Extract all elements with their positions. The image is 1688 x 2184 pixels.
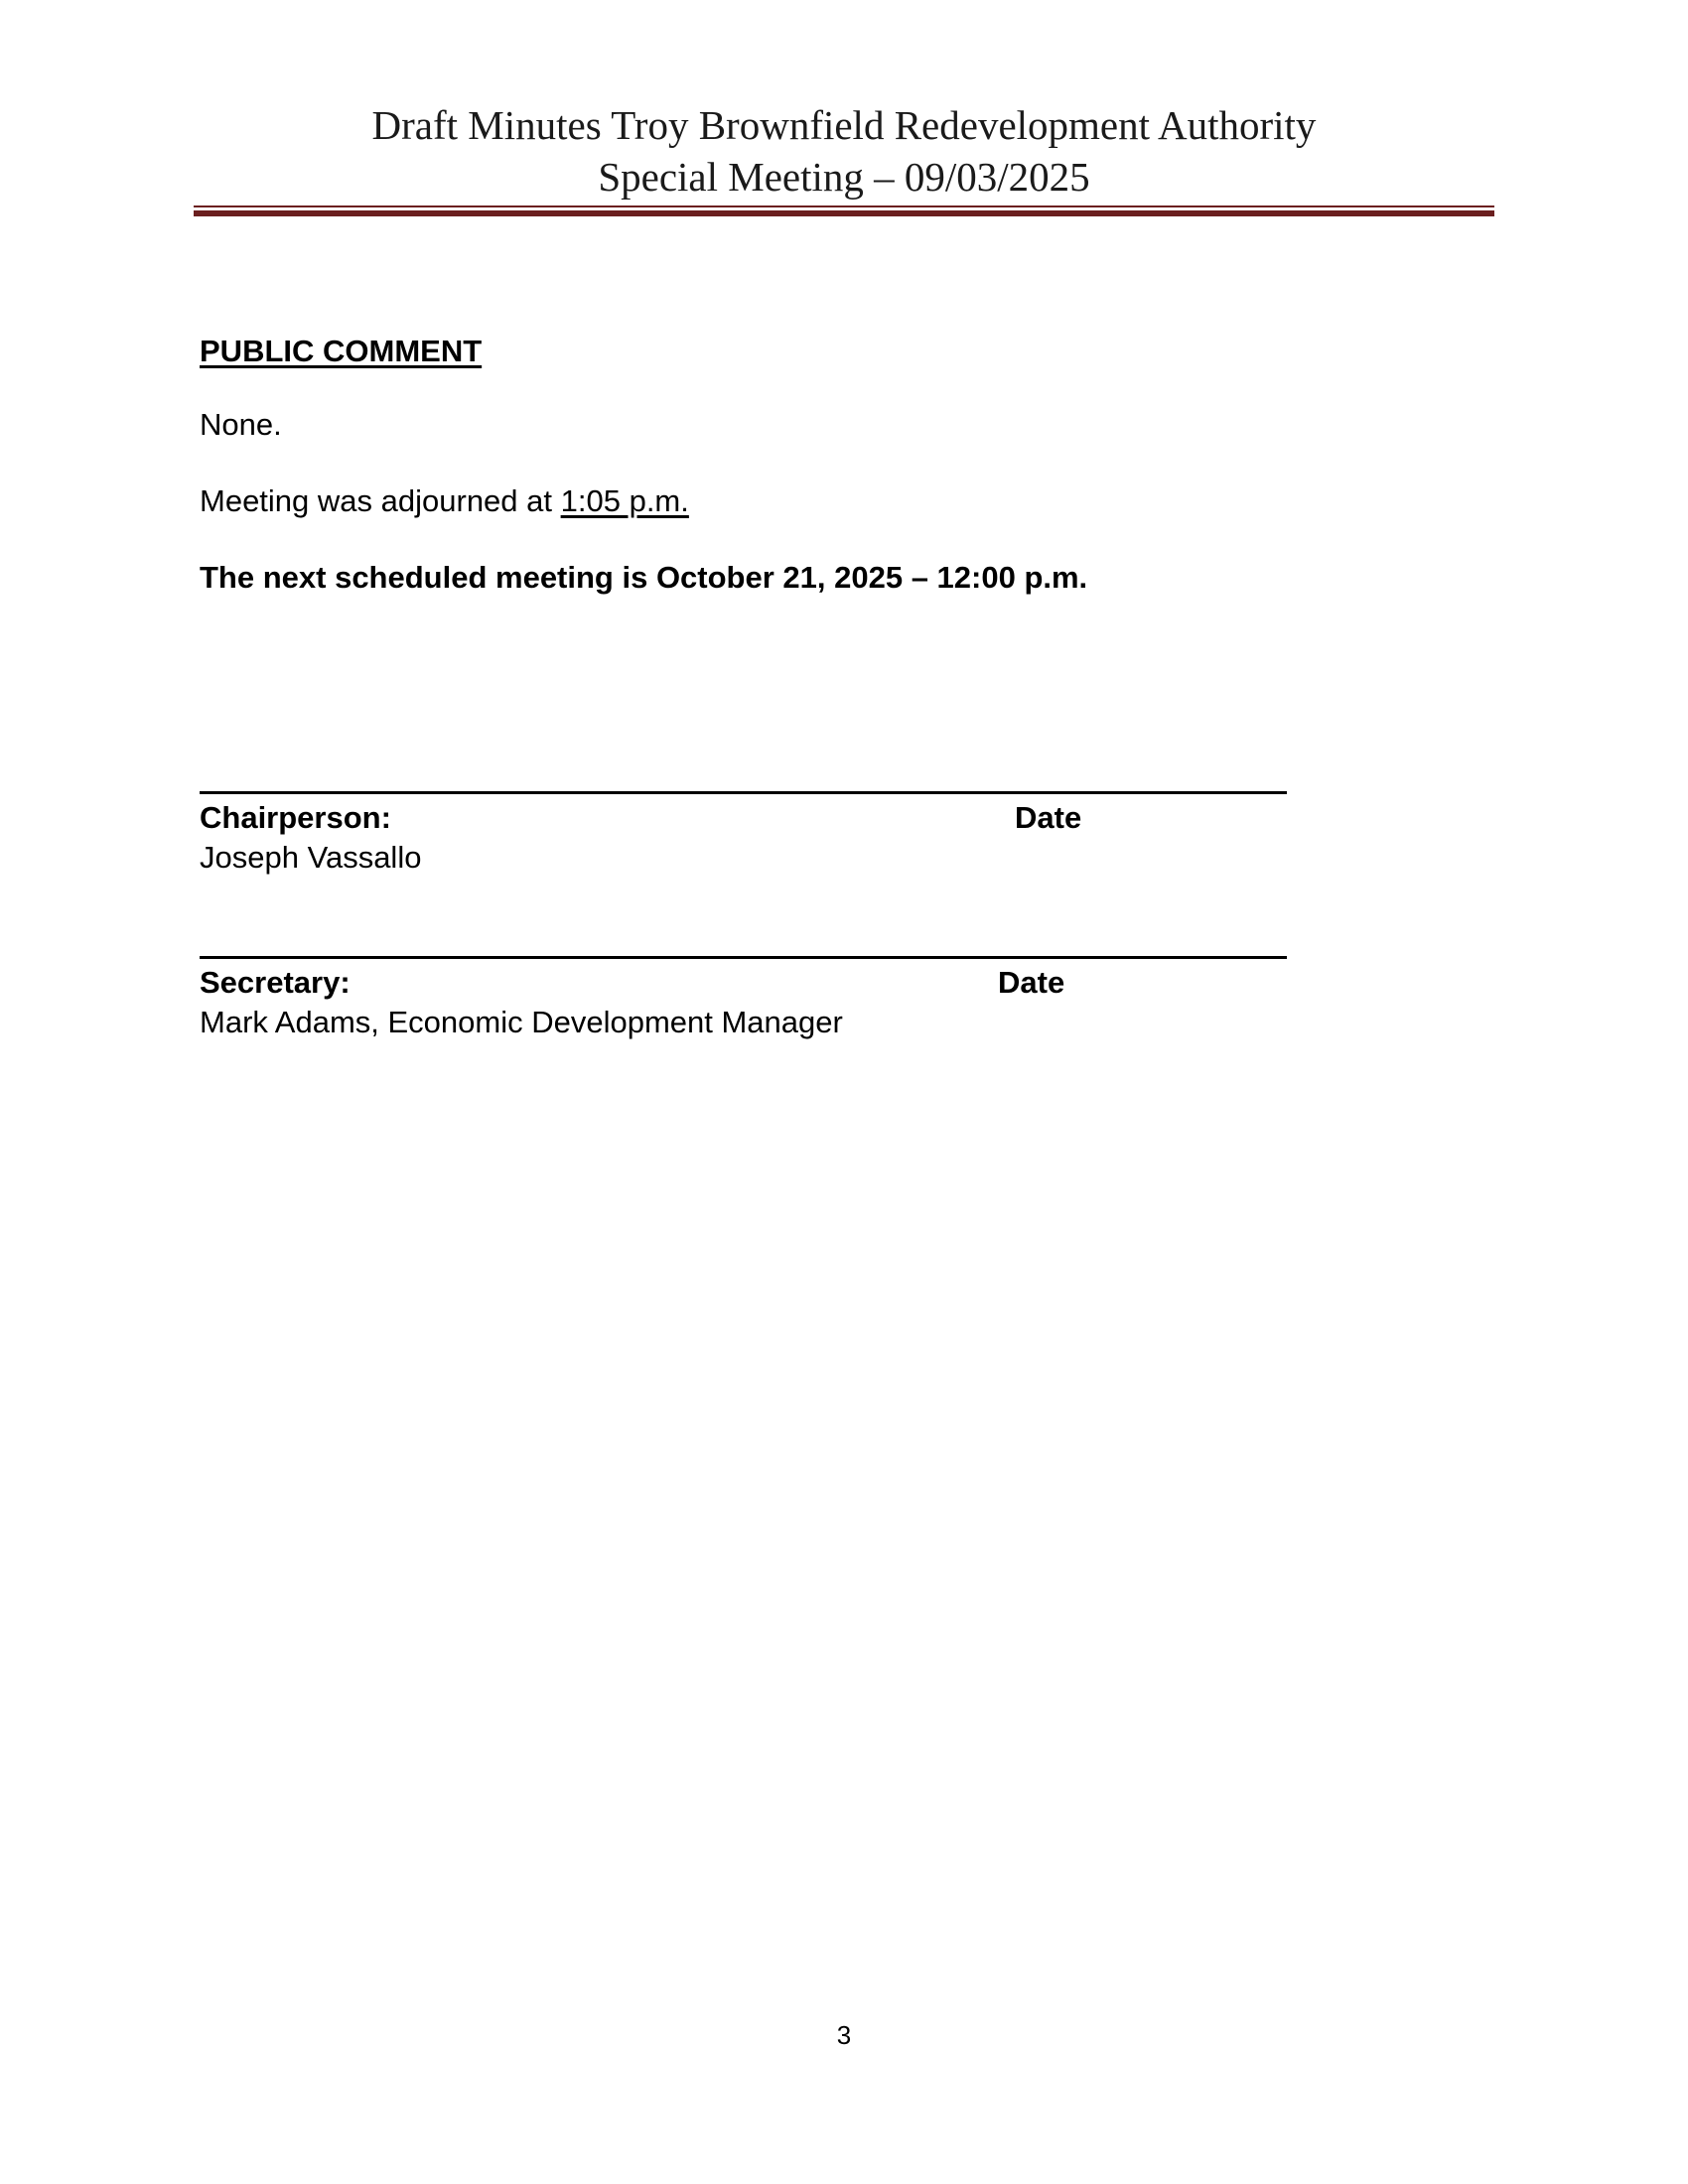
secretary-label: Secretary: bbox=[200, 965, 351, 1000]
page-number: 3 bbox=[836, 2020, 852, 2050]
secretary-date-label: Date bbox=[998, 965, 1065, 1000]
adjournment-time: 1:05 p.m. bbox=[560, 483, 689, 518]
header-divider-thick bbox=[194, 210, 1494, 216]
chairperson-date-label: Date bbox=[1015, 800, 1082, 835]
public-comment-body: None. bbox=[200, 407, 282, 442]
document-header bbox=[194, 99, 1494, 203]
chairperson-name: Joseph Vassallo bbox=[200, 840, 422, 875]
secretary-signature-line bbox=[200, 956, 1287, 959]
next-meeting-statement: The next scheduled meeting is October 21, 2025 – 12:00 p.m. bbox=[200, 560, 1088, 595]
chairperson-label: Chairperson: bbox=[200, 800, 391, 835]
secretary-name: Mark Adams, Economic Development Manager bbox=[200, 1005, 843, 1039]
header-meeting-line: Special Meeting – 09/03/2025 bbox=[598, 154, 1090, 200]
chairperson-signature-line bbox=[200, 791, 1287, 794]
header-divider bbox=[194, 205, 1494, 217]
header-divider-thin bbox=[194, 205, 1494, 207]
public-comment-heading: PUBLIC COMMENT bbox=[200, 334, 483, 368]
adjournment-prefix: Meeting was adjourned at bbox=[200, 483, 561, 518]
adjournment-statement bbox=[200, 483, 689, 519]
header-title-line: Draft Minutes Troy Brownfield Redevelopment Authority bbox=[371, 102, 1317, 148]
